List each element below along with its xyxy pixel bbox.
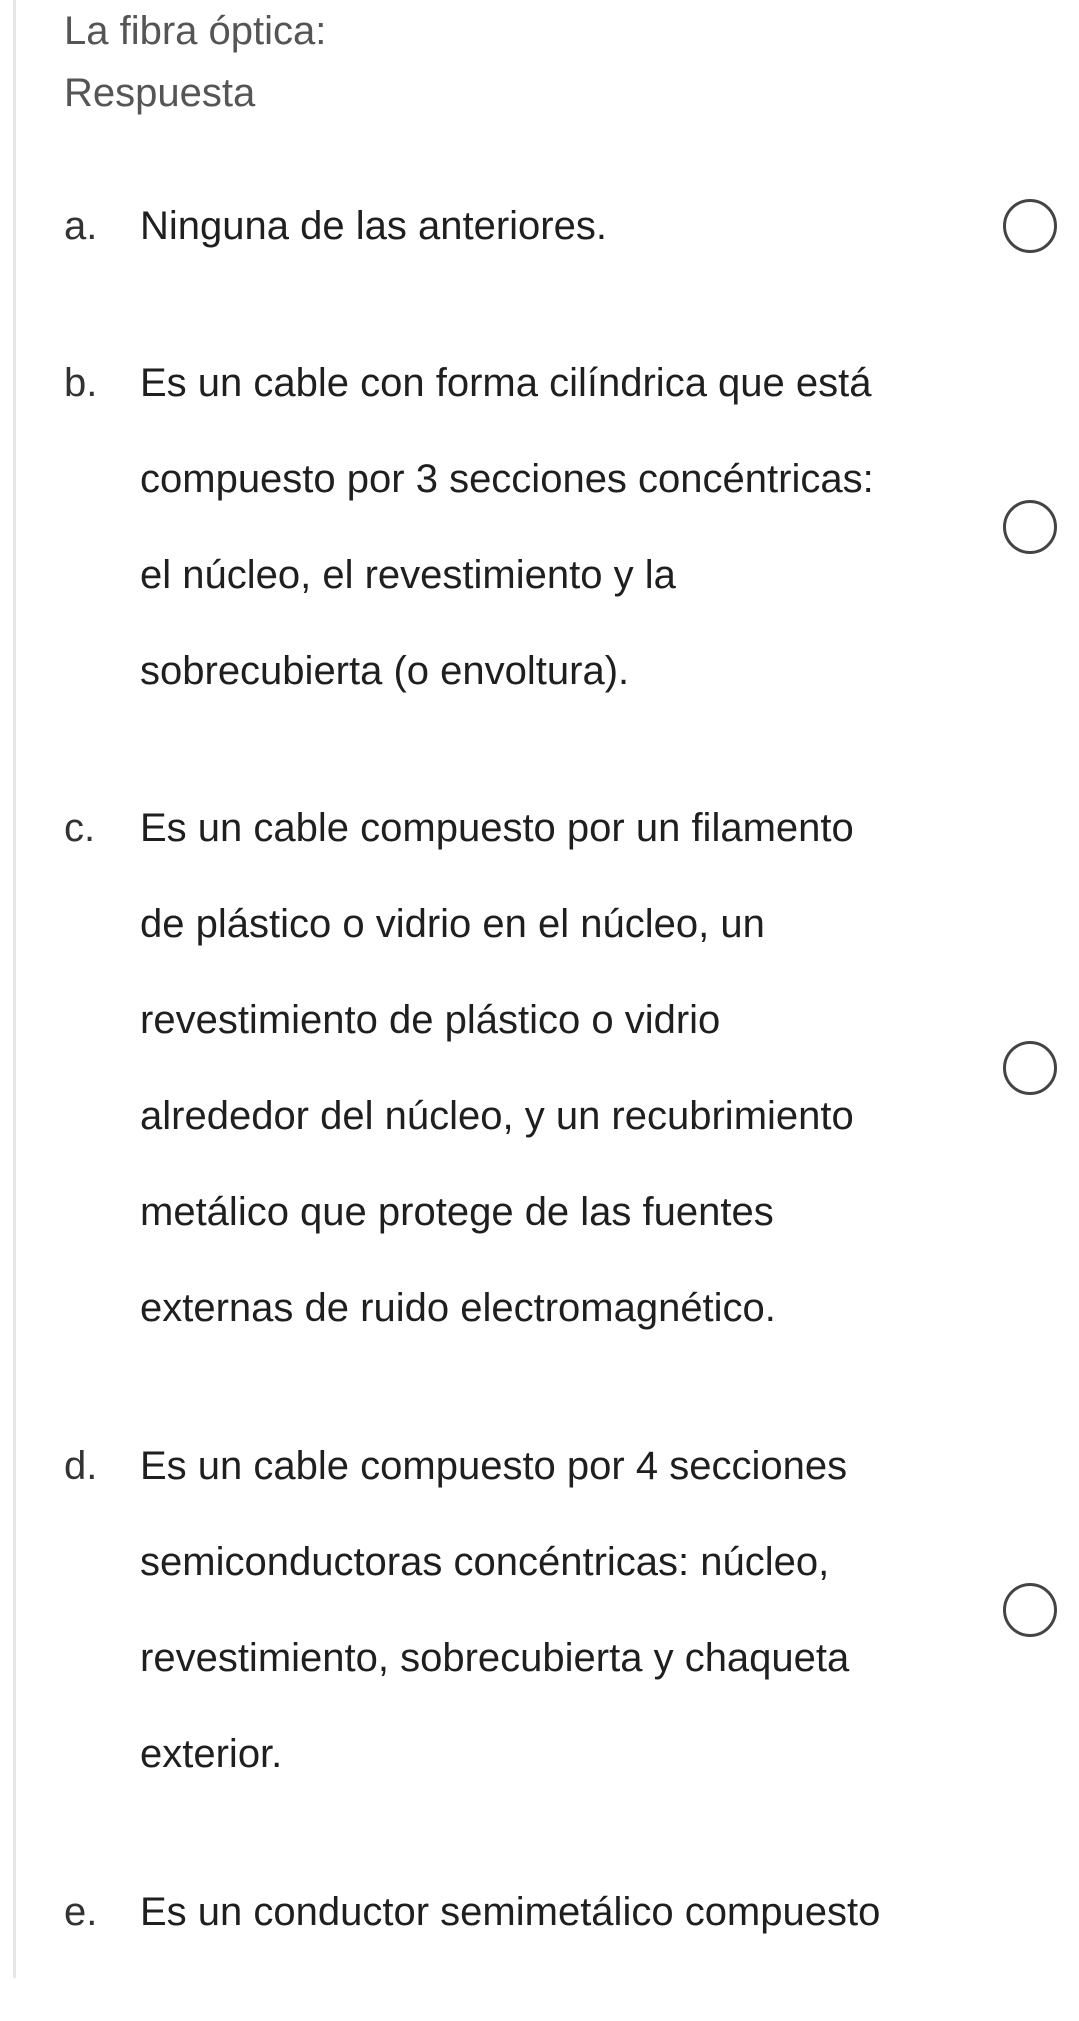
radio-button-c[interactable] — [1003, 1041, 1057, 1095]
option-letter: b. — [64, 361, 98, 405]
option-text: Es un cable compuesto por un filamento de plástico o vidrio en el núcleo, un revestimiento de plástico o vidrio alrededor del núcleo, y un recubrimiento metálico que protege de las fuentes externas de ruido electromagnético. — [140, 806, 854, 1330]
option-letter: c. — [64, 806, 96, 850]
radio-button-d[interactable] — [1003, 1583, 1057, 1637]
left-border — [13, 0, 16, 1978]
option-text: Es un cable con forma cilíndrica que está compuesto por 3 secciones concéntricas: el núcleo, el revestimiento y la sobrecubierta (o envoltura). — [140, 361, 874, 693]
option-letter: d. — [64, 1444, 98, 1488]
option-text: Es un cable compuesto por 4 secciones semiconductoras concéntricas: núcleo, revestimiento, sobrecubierta y chaqueta exterior. — [140, 1444, 850, 1776]
option-text: Ninguna de las anteriores. — [140, 204, 607, 248]
option-letter: a. — [64, 204, 98, 248]
answer-label: Respuesta — [64, 71, 256, 115]
radio-button-b[interactable] — [1003, 500, 1057, 554]
option-text: Es un conductor semimetálico compuesto — [140, 1890, 881, 1934]
question-prompt: La fibra óptica: — [64, 9, 327, 53]
question-header — [64, 0, 326, 124]
radio-button-a[interactable] — [1003, 199, 1057, 253]
option-letter: e. — [64, 1890, 98, 1934]
